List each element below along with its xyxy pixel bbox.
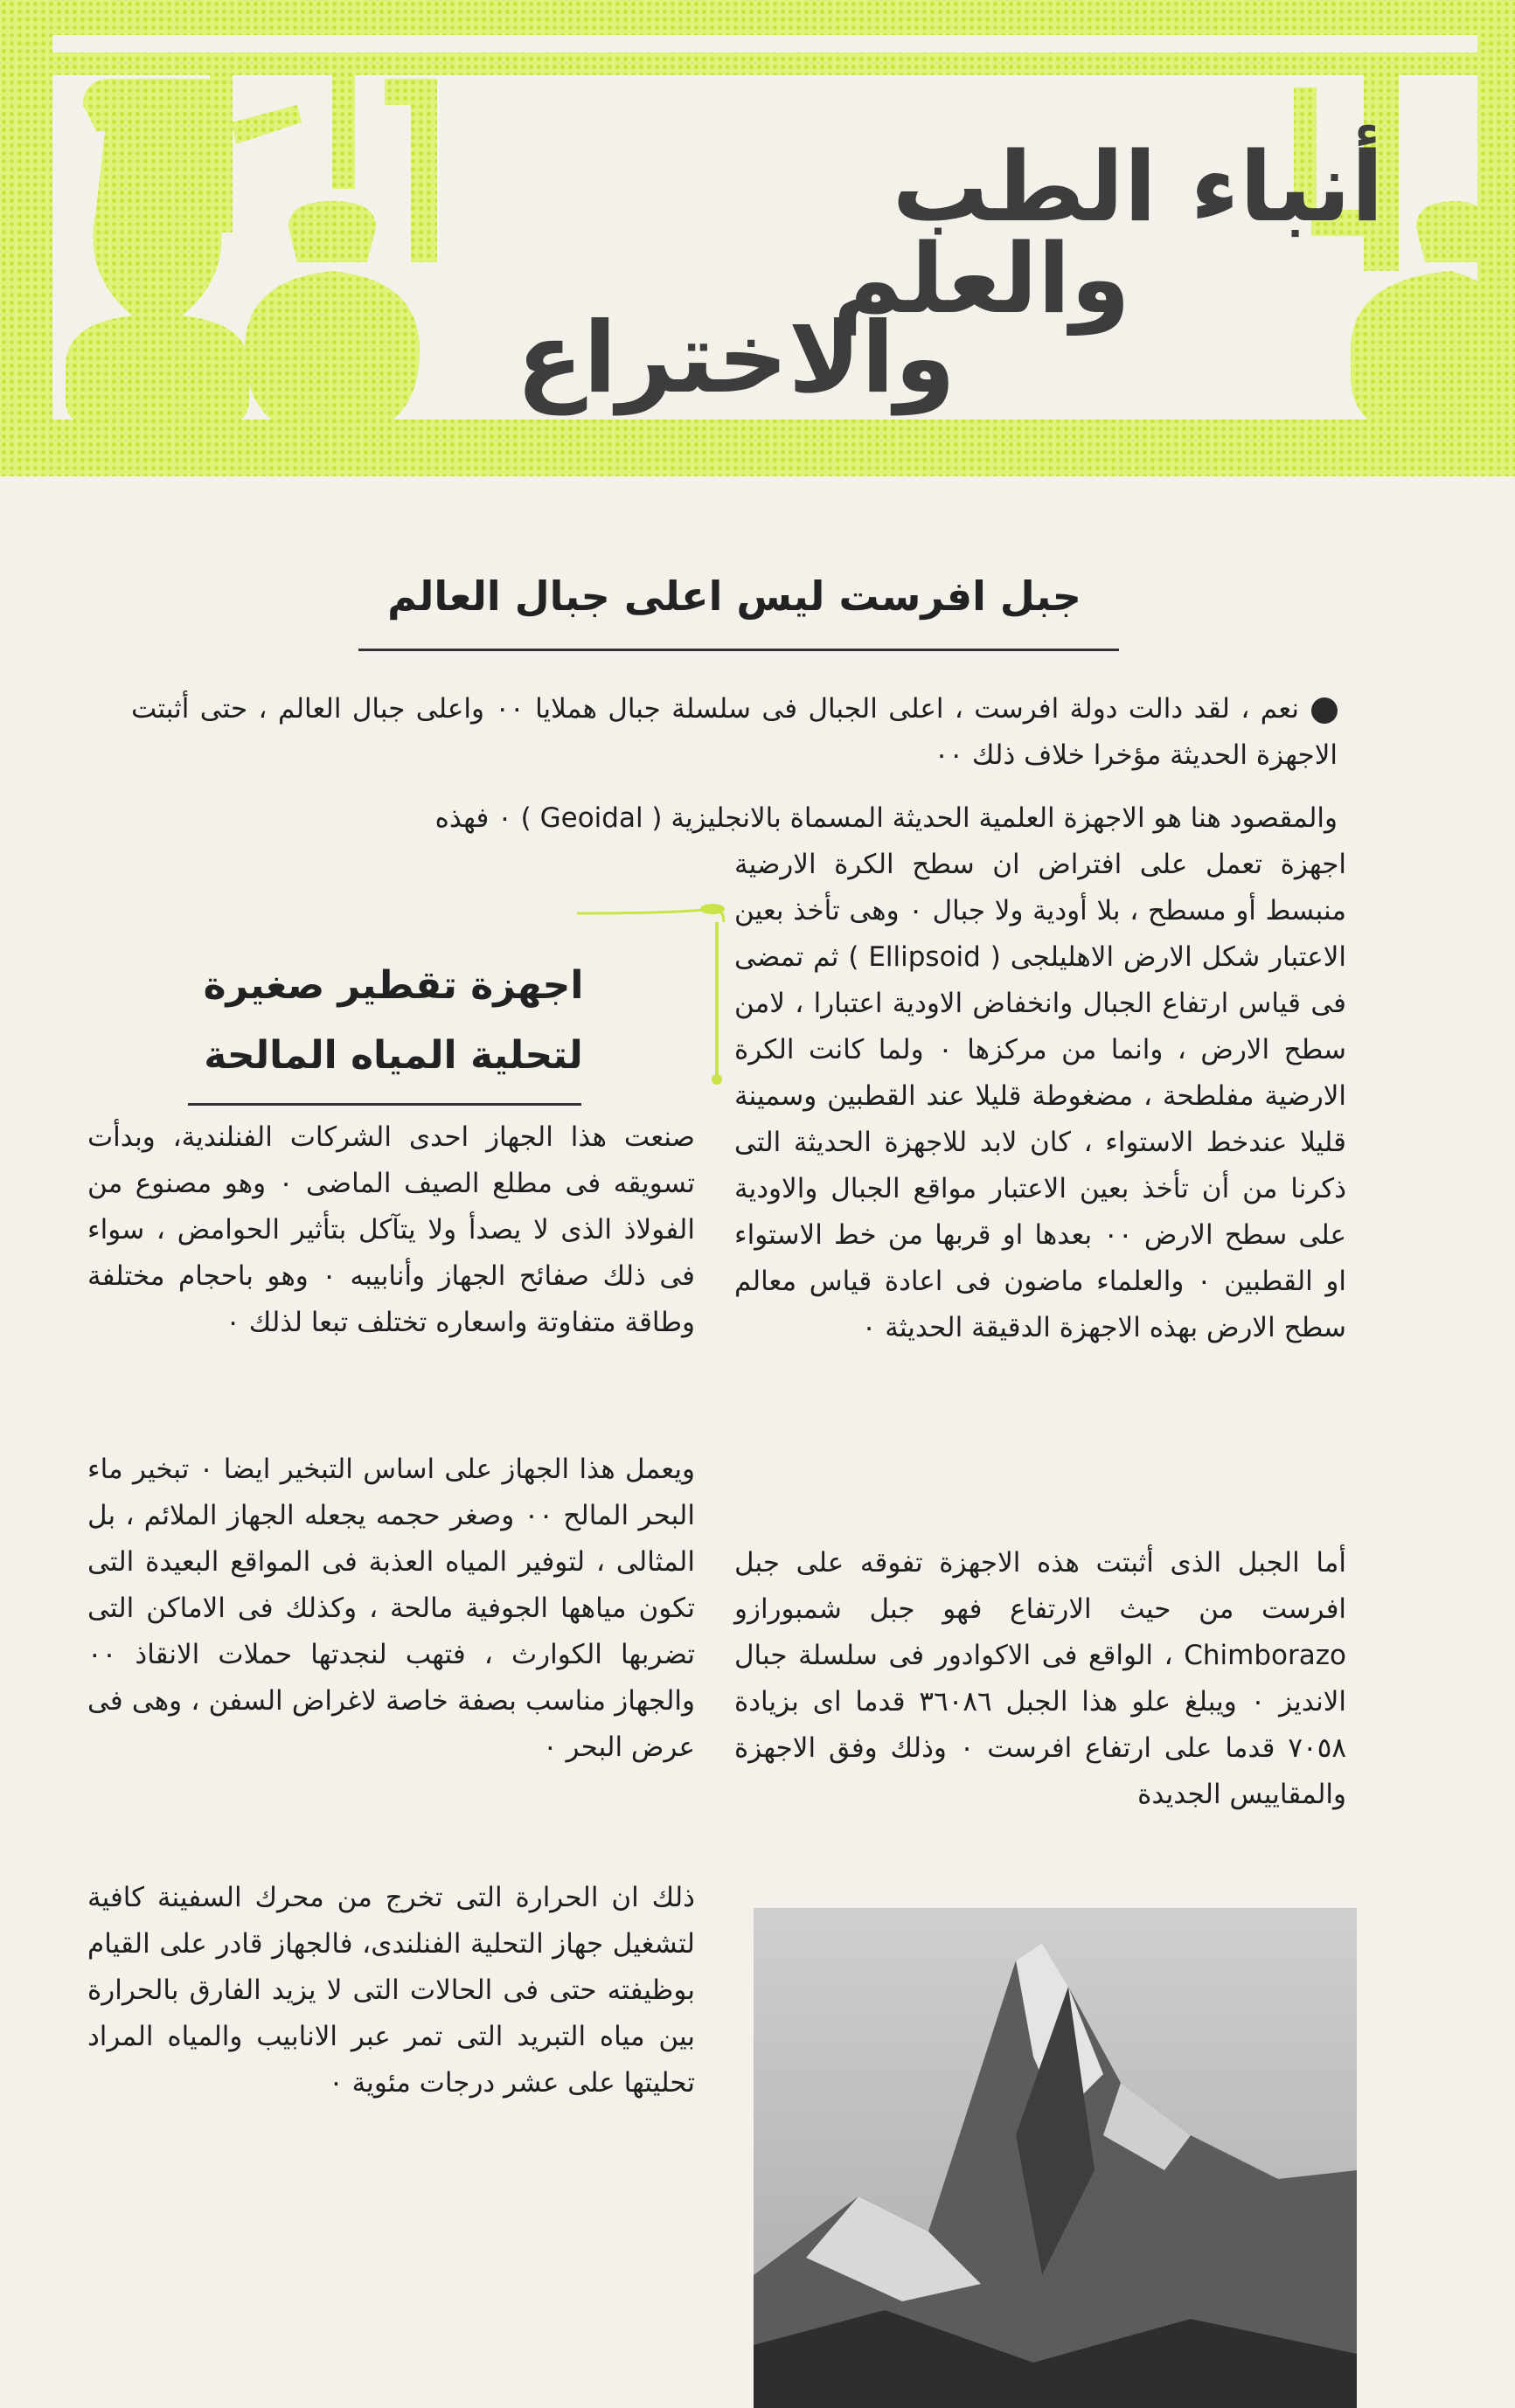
side-article-para2: ويعمل هذا الجهاز على اساس التبخير ايضا ٠ تبخير ماء البحر المالح ٠٠ وصغر حجمه يجعله الجهاز الملائم ، بل المثالى ، لتوفير المياه العذبة فى المواقع البعيدة التى تكون مياهها الجوفية مالحة ، وكذلك فى الاماكن التى تضربها الكوارث ، فتهب لنجدتها حملات الانقاذ ٠٠ والجهاز مناسب بصفة خاصة لاغراض السفن ، وهى فى عرض البحر ٠	[87, 1454, 695, 1763]
side-article-para1: صنعت هذا الجهاز احدى الشركات الفنلندية، وبدأت تسويقه فى مطلع الصيف الماضى ٠ وهو مصنوع من الفولاذ الذى لا يصدأ ولا يتآكل بتأثير الحوامض ، سواء فى ذلك صفائح الجهاز وأنابيبه ٠ وهو باحجام مختلفة وطاقة متفاوتة واسعاره تختلف تبعا لذلك ٠	[87, 1121, 695, 1338]
header-banner	[0, 0, 1515, 476]
banner-title-line1: أنباء الطب	[892, 131, 1384, 243]
intro-text: نعم ، لقد دالت دولة افرست ، اعلى الجبال فى سلسلة جبال هملايا ٠٠ واعلى جبال العالم ، حتى أثبتت الاجهزة الحديثة مؤخرا خلاف ذلك ٠٠	[131, 693, 1338, 771]
banner-title-line2: والعلم	[832, 223, 1130, 335]
main-article-para4: أما الجبل الذى أثبتت هذه الاجهزة تفوقه على جبل افرست من حيث الارتفاع فهو جبل شمبورازو Chimborazo ، الواقع فى الاكوادور فى سلسلة جبال الانديز ٠ ويبلغ علو هذا الجبل ٣٦٠٨٦ قدما اى بزيادة ٧٠٥٨ قدما على ارتفاع افرست ٠ وذلك وفق الاجهزة والمقاييس الجديدة	[734, 1547, 1346, 1810]
headline-underline	[358, 649, 1119, 651]
side-article-headline	[179, 951, 608, 1091]
mountain-image	[754, 1908, 1357, 2408]
main-article-intro	[131, 686, 1338, 779]
side-headline-line1: اجهزة تقطير صغيرة	[203, 963, 584, 1008]
main-article-para3: اجهزة تعمل على افتراض ان سطح الكرة الارضية منبسط أو مسطح ، بلا أودية ولا جبال ٠ وهى تأخذ بعين الاعتبار شكل الارض الاهليلجى ( Ellipsoid ) ثم تمضى فى قياس ارتفاع الجبال وانخفاض الاودية اعتبارا ، لامن سطح الارض ، وانما من مركزها ٠ ولما كانت الكرة الارضية مفلطحة ، مضغوطة قليلا عند القطبين وسمينة قليلا عندخط الاستواء ، كان لابد للاجهزة الحديثة التى ذكرنا من أن تأخذ بعين الاعتبار مواقع الجبال والاودية على سطح الارض ٠٠ بعدها او قربها من خط الاستواء او القطبين ٠ والعلماء ماضون فى اعادة قياس معالم سطح الارض بهذه الاجهزة الدقيقة الحديثة ٠	[734, 849, 1346, 1343]
main-article-headline: جبل افرست ليس اعلى جبال العالم	[387, 573, 1081, 620]
side-headline-line2: لتحلية المياه المالحة	[204, 1033, 583, 1078]
side-headline-underline	[188, 1103, 581, 1106]
mountain-photo	[754, 1908, 1357, 2408]
main-article-para2: والمقصود هنا هو الاجهزة العلمية الحديثة المسماة بالانجليزية ( Geoidal ) ٠ فهذه	[434, 802, 1338, 834]
banner-title-line3: والاختراع	[516, 302, 956, 415]
side-article-para3: ذلك ان الحرارة التى تخرج من محرك السفينة كافية لتشغيل جهاز التحلية الفنلندى، فالجهاز قادر على القيام بوظيفته حتى فى الحالات التى لا يزيد الفارق بالحرارة بين مياه التبريد التى تمر عبر الانابيب والمياه المراد تحليتها على عشر درجات مئوية ٠	[87, 1882, 695, 2099]
bullet-icon	[1311, 697, 1338, 724]
